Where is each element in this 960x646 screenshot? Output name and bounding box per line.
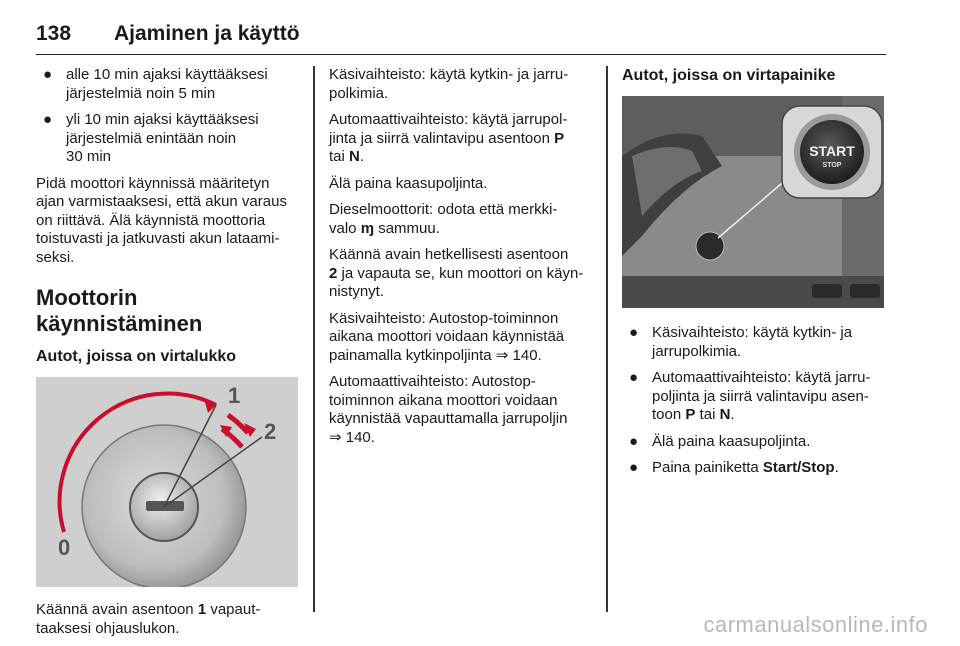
- column-1: [36, 66, 301, 646]
- list-item: ● Paina painiketta Start/Stop.: [629, 459, 839, 476]
- column-divider-1: [313, 66, 315, 612]
- paragraph: Käsivaihteisto: Autostop-toiminnon aikana moottori voidaan käynnistää painamalla kytkinpoljinta ⇒ 140.: [329, 309, 565, 364]
- bullet-icon: ●: [629, 432, 639, 450]
- bullet-icon: ●: [629, 369, 639, 386]
- bullet-icon: ●: [43, 66, 53, 83]
- reference-arrow-icon: ⇒: [495, 346, 509, 364]
- bullet-icon: ●: [629, 459, 639, 476]
- figure-caption: Käännä avain asentoon 1 vapaut- taaksesi ohjauslukon.: [36, 601, 261, 637]
- reference-arrow-icon: ⇒: [329, 428, 342, 446]
- subsection-heading: Autot, joissa on virtapainike: [622, 67, 836, 84]
- paragraph: Käsivaihteisto: käytä kytkin- ja jarru- polkimia.: [329, 66, 569, 102]
- watermark: carmanualsonline.info: [703, 612, 928, 637]
- start-label: START: [809, 143, 855, 159]
- page-reference: 140.: [512, 346, 542, 364]
- column-2: [329, 66, 599, 455]
- figure-label-0: 0: [58, 535, 71, 560]
- list-item: ● Älä paina kaasupoljinta.: [629, 432, 811, 450]
- list-item: ● Käsivaihteisto: käytä kytkin- ja jarrupolkimia.: [629, 324, 853, 360]
- section-heading: Moottorin käynnistäminen: [36, 285, 203, 336]
- start-stop-button-figure: [622, 96, 884, 308]
- subsection-heading: Autot, joissa on virtalukko: [36, 348, 237, 365]
- page-title: Ajaminen ja käyttö: [114, 22, 300, 45]
- bullet-icon: ●: [629, 324, 639, 341]
- paragraph: Automaattivaihteisto: käytä jarrupol- jinta ja siirrä valintavipu asentoon P tai N.: [329, 111, 568, 165]
- list-item: ● Automaattivaihteisto: käytä jarru- poljinta ja siirrä valintavipu asen- toon P tai N.: [629, 369, 871, 423]
- paragraph: Älä paina kaasupoljinta.: [329, 174, 488, 192]
- list-item: ● yli 10 min ajaksi käyttääksesi järjestelmiä enintään noin 30 min: [43, 111, 259, 165]
- list-item: ● alle 10 min ajaksi käyttääksesi järjestelmiä noin 5 min: [43, 66, 268, 102]
- stop-label: STOP: [822, 162, 842, 169]
- figure-label-2: 2: [264, 419, 277, 444]
- ignition-key-figure: [36, 377, 298, 587]
- figure-label-1: 1: [228, 383, 241, 408]
- column-divider-2: [606, 66, 608, 612]
- paragraph: Dieselmoottorit: odota että merkki- valo ɱ sammuu.: [329, 201, 558, 237]
- bullet-icon: ●: [43, 111, 53, 128]
- column-3: [622, 66, 887, 486]
- glow-plug-icon: ɱ: [360, 219, 375, 237]
- page-header: [36, 22, 886, 55]
- page-number: 138: [36, 22, 72, 45]
- page-reference: 140.: [345, 428, 375, 446]
- battery-paragraph: Pidä moottori käynnissä määritetyn ajan varmistaaksesi, että akun varaus on riittävä. Älä käynnistä moottoria toistuvasti ja jatkuvasti akun lataami- seksi.: [36, 174, 287, 266]
- paragraph: Käännä avain hetkellisesti asentoon 2 ja vapauta se, kun moottori on käyn- nistynyt.: [329, 246, 584, 300]
- paragraph: Automaattivaihteisto: Autostop- toiminnon aikana moottori voidaan käynnistää vapauttamalla jarrupoljin ⇒ 140.: [329, 373, 568, 446]
